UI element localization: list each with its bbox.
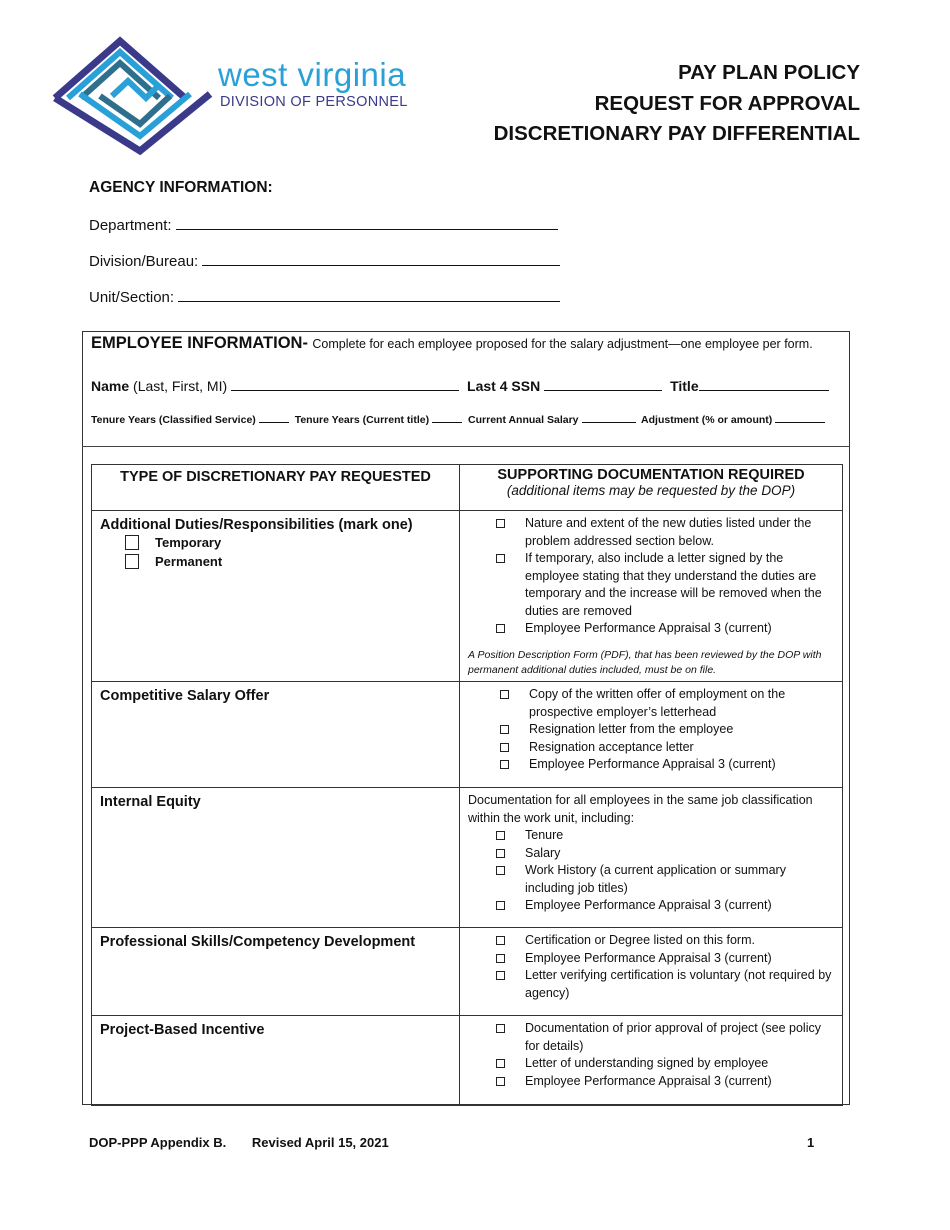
- checkbox-square-icon: [496, 831, 505, 840]
- doc-item: [468, 550, 834, 620]
- doc-item-text: If temporary, also include a letter signed by the employee stating that they understand the duties are temporary and the increase will be removed when the duties are removed: [525, 551, 822, 618]
- option-temporary[interactable]: [125, 533, 451, 552]
- checkbox-square-icon: [496, 554, 505, 563]
- option-permanent-label: Permanent: [155, 554, 223, 569]
- tenure-title-label: Tenure Years (Current title): [294, 414, 430, 426]
- unit-label: Unit/Section:: [89, 289, 175, 306]
- type-cell: [92, 1016, 460, 1106]
- adjustment-label: Adjustment (% or amount): [641, 414, 773, 426]
- checkbox-square-icon: [496, 1077, 505, 1086]
- equity-intro: Documentation for all employees in the same job classification within the work unit, including:: [468, 793, 813, 825]
- name-blank[interactable]: [231, 378, 459, 391]
- form-id: DOP-PPP Appendix B.: [89, 1135, 227, 1150]
- doc-item: [468, 897, 834, 915]
- checkbox-square-icon: [496, 936, 505, 945]
- checkbox-temporary[interactable]: [125, 535, 139, 550]
- checkbox-square-icon: [496, 971, 505, 980]
- checkbox-square-icon: [496, 519, 505, 528]
- tenure-title-blank[interactable]: [432, 412, 462, 423]
- doc-item-text: Letter of understanding signed by employee: [525, 1056, 769, 1070]
- checkbox-square-icon: [500, 725, 509, 734]
- type-cell: [92, 682, 460, 788]
- name-label: Name: [91, 378, 130, 394]
- agency-heading: AGENCY INFORMATION:: [89, 179, 273, 196]
- option-permanent[interactable]: [125, 552, 451, 571]
- checkbox-square-icon: [496, 954, 505, 963]
- doc-item-text: Documentation of prior approval of project (see policy for details): [525, 1021, 821, 1053]
- doc-item-text: Resignation acceptance letter: [529, 739, 694, 754]
- doc-item: [468, 620, 834, 638]
- table-row: [92, 788, 843, 928]
- doc-item-text: Employee Performance Appraisal 3 (current): [529, 757, 776, 771]
- type-cell: [92, 788, 460, 928]
- option-temporary-label: Temporary: [155, 535, 222, 550]
- doc-item-text: Employee Performance Appraisal 3 (current): [525, 621, 772, 635]
- col-header-type: TYPE OF DISCRETIONARY PAY REQUESTED: [92, 465, 460, 511]
- table-row: [92, 1016, 843, 1106]
- col-header-docs-subtitle: (additional items may be requested by the DOP): [506, 483, 796, 498]
- checkbox-permanent[interactable]: [125, 554, 139, 569]
- row-title: Project-Based Incentive: [100, 1022, 265, 1038]
- checkbox-square-icon: [500, 760, 509, 769]
- docs-cell: [460, 511, 843, 682]
- logo-wordmark: west virginia: [218, 56, 407, 93]
- title-label: Title: [670, 378, 699, 394]
- col-header-docs-title: SUPPORTING DOCUMENTATION REQUIRED: [497, 467, 805, 483]
- checkbox-square-icon: [496, 1059, 505, 1068]
- row-title: Professional Skills/Competency Development: [100, 934, 416, 950]
- checkbox-square-icon: [500, 743, 509, 752]
- checkbox-square-icon: [496, 624, 505, 633]
- division-label: Division/Bureau:: [89, 253, 199, 270]
- title-blank[interactable]: [699, 378, 829, 391]
- docs-cell: [460, 1016, 843, 1106]
- division-blank[interactable]: [202, 251, 560, 266]
- employee-heading-title: EMPLOYEE INFORMATION-: [91, 334, 308, 352]
- doc-item-text: Employee Performance Appraisal 3 (current): [525, 1073, 772, 1088]
- title-line-1: PAY PLAN POLICY: [678, 61, 860, 84]
- doc-item-text: Nature and extent of the new duties listed under the problem addressed section below.: [525, 516, 812, 548]
- wv-logo-icon: [50, 36, 215, 156]
- footer-form-id: [89, 1135, 389, 1150]
- table-row: [92, 682, 843, 788]
- department-blank[interactable]: [176, 215, 558, 230]
- form-title: [494, 58, 860, 150]
- col-header-docs: [460, 465, 843, 511]
- checkbox-square-icon: [500, 690, 509, 699]
- unit-field[interactable]: [89, 287, 560, 306]
- doc-item: [468, 827, 834, 845]
- table-row: [92, 928, 843, 1016]
- employee-name-row: [91, 378, 833, 394]
- checkbox-square-icon: [496, 901, 505, 910]
- doc-item-text: Work History (a current application or summary including job titles): [525, 863, 786, 895]
- pdf-note: A Position Description Form (PDF), that has been reviewed by the DOP with permanent additional duties included, must be on file.: [468, 648, 822, 676]
- doc-item: [468, 686, 834, 721]
- doc-item-text: Employee Performance Appraisal 3 (current): [525, 898, 772, 912]
- doc-item-text: Salary: [525, 845, 561, 860]
- doc-item: [468, 932, 834, 950]
- doc-item: [468, 756, 834, 774]
- name-hint: (Last, First, MI): [133, 378, 228, 394]
- revised-date: Revised April 15, 2021: [251, 1135, 389, 1150]
- ssn-blank[interactable]: [544, 378, 662, 391]
- doc-item: [468, 1073, 834, 1091]
- ssn-label: Last 4 SSN: [467, 378, 541, 394]
- checkbox-square-icon: [496, 849, 505, 858]
- docs-cell: [460, 788, 843, 928]
- row-title: Additional Duties/Responsibilities (mark one): [100, 517, 413, 533]
- department-field[interactable]: [89, 215, 558, 234]
- doc-item: [468, 515, 834, 550]
- employee-instruction: Complete for each employee proposed for the salary adjustment—one employee per form.: [312, 337, 813, 351]
- logo-subtitle: DIVISION OF PERSONNEL: [220, 94, 408, 110]
- doc-item-text: Tenure: [525, 828, 564, 842]
- checkbox-square-icon: [496, 866, 505, 875]
- tenure-classified-label: Tenure Years (Classified Service): [91, 414, 256, 426]
- doc-item: [468, 845, 834, 863]
- employee-heading: [91, 334, 813, 353]
- type-cell: [92, 511, 460, 682]
- section-divider: [82, 446, 850, 447]
- row-title: Internal Equity: [100, 794, 201, 810]
- title-line-2: REQUEST FOR APPROVAL: [594, 91, 860, 115]
- docs-cell: [460, 928, 843, 1016]
- checkbox-square-icon: [496, 1024, 505, 1033]
- salary-blank[interactable]: [582, 412, 636, 423]
- adjustment-blank[interactable]: [775, 412, 825, 423]
- table-row: [92, 511, 843, 682]
- salary-label: Current Annual Salary: [468, 414, 579, 426]
- department-label: Department:: [89, 217, 172, 234]
- doc-item-text: Employee Performance Appraisal 3 (current): [525, 950, 772, 965]
- docs-cell: [460, 682, 843, 788]
- doc-item: [468, 1020, 834, 1055]
- doc-item: [468, 950, 834, 968]
- doc-item: [468, 862, 834, 897]
- page-number: 1: [807, 1135, 815, 1150]
- doc-item-text: Copy of the written offer of employment on the prospective employer’s letterhead: [529, 687, 786, 719]
- doc-item: [468, 739, 834, 757]
- doc-item: [468, 1055, 834, 1073]
- pay-type-table: [91, 464, 843, 1106]
- unit-blank[interactable]: [178, 287, 560, 302]
- row-title: Competitive Salary Offer: [100, 688, 270, 704]
- title-line-3: DISCRETIONARY PAY DIFFERENTIAL: [493, 122, 860, 145]
- doc-item: [468, 967, 834, 1002]
- employee-tenure-row: [91, 412, 828, 426]
- doc-item: [468, 721, 834, 739]
- doc-item-text: Certification or Degree listed on this form.: [525, 933, 755, 947]
- doc-item-text: Letter verifying certification is voluntary (not required by agency): [525, 968, 832, 1000]
- doc-item-text: Resignation letter from the employee: [529, 722, 734, 736]
- table-header-row: [92, 465, 843, 511]
- type-cell: [92, 928, 460, 1016]
- tenure-classified-blank[interactable]: [259, 412, 289, 423]
- division-field[interactable]: [89, 251, 560, 270]
